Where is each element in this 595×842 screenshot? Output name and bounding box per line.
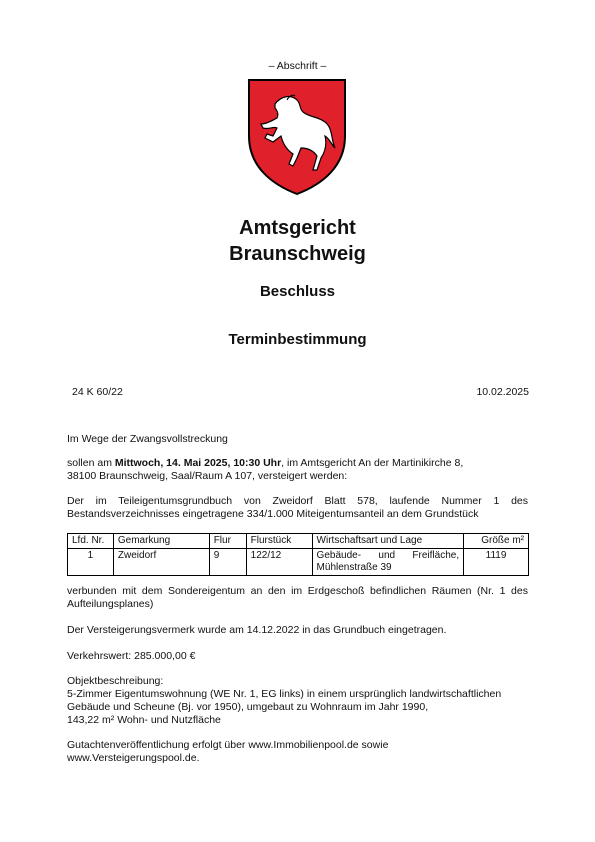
table-row bbox=[68, 549, 529, 576]
lage-line2: Mühlenstraße 39 bbox=[316, 562, 392, 573]
appointment-line1 bbox=[67, 457, 528, 470]
appointment-pre: sollen am bbox=[67, 457, 115, 469]
table-cell-groesse: 1119 bbox=[464, 549, 529, 576]
appointment-post: , im Amtsgericht An der Martinikirche 8, bbox=[281, 457, 464, 469]
table-header: Flurstück bbox=[246, 534, 312, 549]
table-cell-flur: 9 bbox=[209, 549, 246, 576]
table-cell-lage bbox=[312, 549, 464, 576]
table-header: Größe m² bbox=[464, 534, 529, 549]
subject-heading: Terminbestimmung bbox=[228, 331, 367, 348]
special-property-line2: Aufteilungsplanes) bbox=[67, 598, 154, 610]
table-header: Gemarkung bbox=[113, 534, 209, 549]
table-cell-nr: 1 bbox=[68, 549, 114, 576]
document-date: 10.02.2025 bbox=[476, 386, 529, 398]
intro-text: Im Wege der Zwangsvollstreckung bbox=[67, 433, 228, 445]
document-type: Beschluss bbox=[259, 283, 336, 300]
table-header-row bbox=[68, 534, 529, 549]
description-line1: 5-Zimmer Eigentumswohnung (WE Nr. 1, EG links) in einem ursprünglich landwirtschaftlichen bbox=[67, 688, 502, 700]
lage-line1: Gebäude- und Freifläche, bbox=[316, 550, 460, 561]
table-cell-gemarkung: Zweidorf bbox=[113, 549, 209, 576]
object-line2: Bestandsverzeichnisses eingetragene 334/1.000 Miteigentumsanteil an dem Grundstück bbox=[67, 508, 479, 520]
table-cell-flurstueck: 122/12 bbox=[246, 549, 312, 576]
property-table bbox=[67, 533, 529, 576]
publication-line1: Gutachtenveröffentlichung erfolgt über www.Immobilienpool.de sowie bbox=[67, 739, 389, 751]
appointment-date: Mittwoch, 14. Mai 2025, 10:30 Uhr bbox=[114, 457, 282, 469]
publication-line2: www.Versteigerungspool.de. bbox=[67, 752, 200, 764]
special-property-line1: verbunden mit dem Sondereigentum an den im Erdgeschoß befindlichen Räumen (Nr. 1 des bbox=[67, 585, 528, 597]
court-name-line2: Braunschweig bbox=[229, 243, 366, 265]
table-header: Lfd. Nr. bbox=[68, 534, 114, 549]
coat-of-arms-icon bbox=[247, 78, 347, 196]
description-line3: 143,22 m² Wohn- und Nutzfläche bbox=[67, 714, 221, 726]
description-heading: Objektbeschreibung: bbox=[67, 675, 164, 687]
case-number: 24 K 60/22 bbox=[72, 386, 123, 398]
object-line1: Der im Teileigentumsgrundbuch von Zweidorf Blatt 578, laufende Nummer 1 des bbox=[67, 495, 528, 507]
court-name-line1: Amtsgericht bbox=[239, 217, 356, 239]
table-header: Wirtschaftsart und Lage bbox=[312, 534, 464, 549]
table-header: Flur bbox=[209, 534, 246, 549]
description-line2: Gebäude und Scheune (Bj. vor 1950), umgebaut zu Wohnraum im Jahr 1990, bbox=[67, 701, 429, 713]
market-value: Verkehrswert: 285.000,00 € bbox=[67, 650, 196, 662]
copy-label: – Abschrift – bbox=[268, 60, 327, 72]
registration-note: Der Versteigerungsvermerk wurde am 14.12.2022 in das Grundbuch eingetragen. bbox=[67, 624, 447, 636]
appointment-line2: 38100 Braunschweig, Saal/Raum A 107, versteigert werden: bbox=[67, 470, 348, 482]
